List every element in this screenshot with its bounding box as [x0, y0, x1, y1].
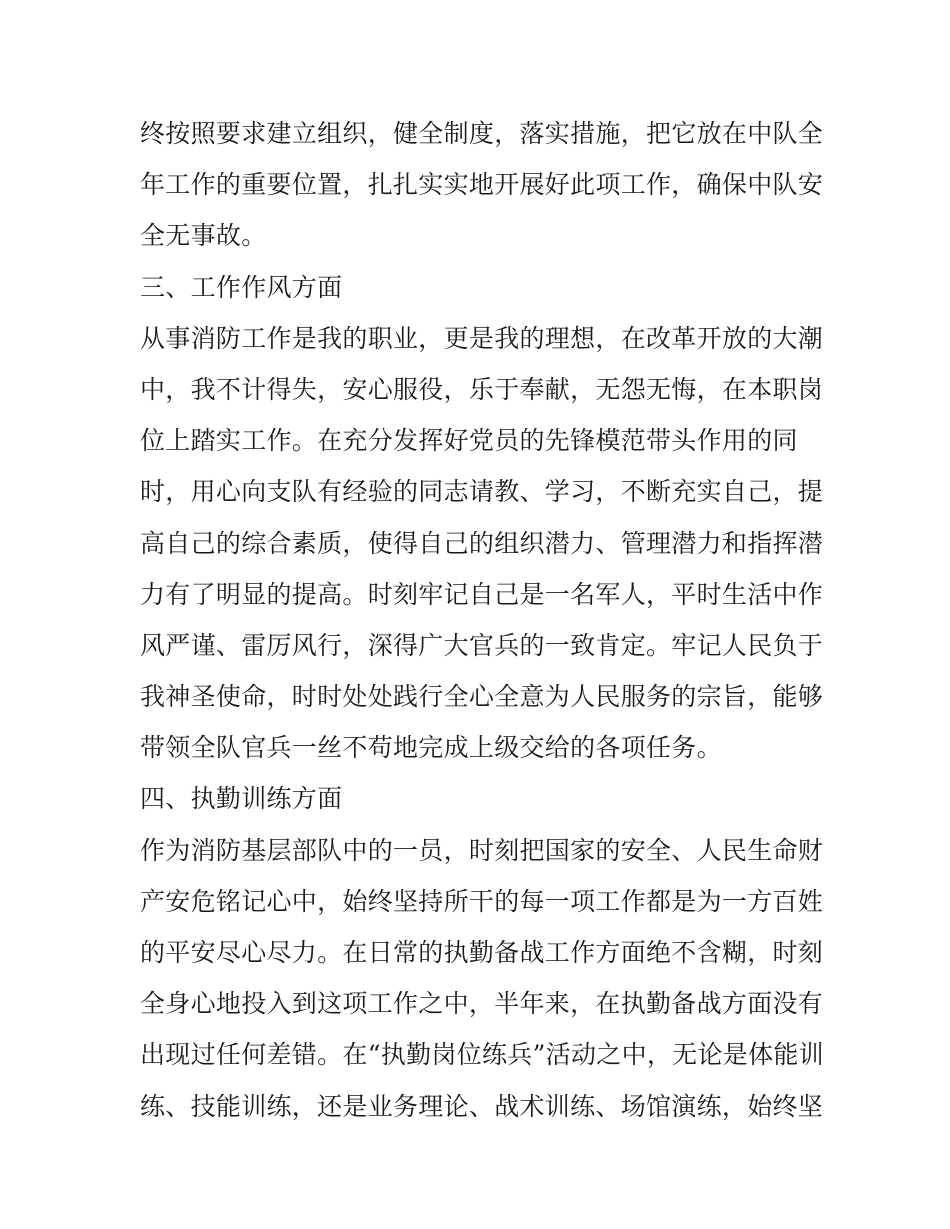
- section-heading-work-style: 三、工作作风方面: [140, 272, 343, 302]
- body-line: 中，我不计得失，安心服役，乐于奉献，无怨无悔，在本职岗: [140, 374, 824, 404]
- body-line: 全无事故。: [140, 221, 267, 251]
- section-heading-duty-training: 四、执勤训练方面: [140, 784, 343, 814]
- body-line: 时，用心向支队有经验的同志请教、学习，不断充实自己，提: [140, 477, 824, 507]
- body-line: 产安危铭记心中，始终坚持所干的每一项工作都是为一方百姓: [140, 886, 824, 916]
- body-line: 终按照要求建立组织，健全制度，落实措施，把它放在中队全: [140, 119, 824, 148]
- document-body: [140, 108, 824, 1132]
- body-line: 年工作的重要位置，扎扎实实地开展好此项工作，确保中队安: [140, 170, 824, 200]
- body-line: 练、技能训练，还是业务理论、战术训练、场馆演练，始终坚: [140, 1091, 824, 1121]
- body-line: 作为消防基层部队中的一员，时刻把国家的安全、人民生命财: [140, 835, 824, 865]
- body-line: 全身心地投入到这项工作之中，半年来，在执勤备战方面没有: [140, 989, 824, 1019]
- body-line: 力有了明显的提高。时刻牢记自己是一名军人，平时生活中作: [140, 579, 824, 609]
- body-line: 风严谨、雷厉风行，深得广大官兵的一致肯定。牢记人民负于: [140, 630, 824, 660]
- body-line: 高自己的综合素质，使得自己的组织潜力、管理潜力和指挥潜: [140, 528, 824, 558]
- body-line: 带领全队官兵一丝不苟地完成上级交给的各项任务。: [140, 733, 722, 763]
- body-line: 位上踏实工作。在充分发挥好党员的先锋模范带头作用的同: [140, 426, 798, 456]
- body-line: 从事消防工作是我的职业，更是我的理想，在改革开放的大潮: [140, 323, 824, 353]
- body-line: 的平安尽心尽力。在日常的执勤备战工作方面绝不含糊，时刻: [140, 938, 824, 967]
- body-line: 我神圣使命，时时处处践行全心全意为人民服务的宗旨，能够: [140, 682, 824, 712]
- body-line: 出现过任何差错。在“执勤岗位练兵”活动之中，无论是体能训: [140, 1040, 824, 1070]
